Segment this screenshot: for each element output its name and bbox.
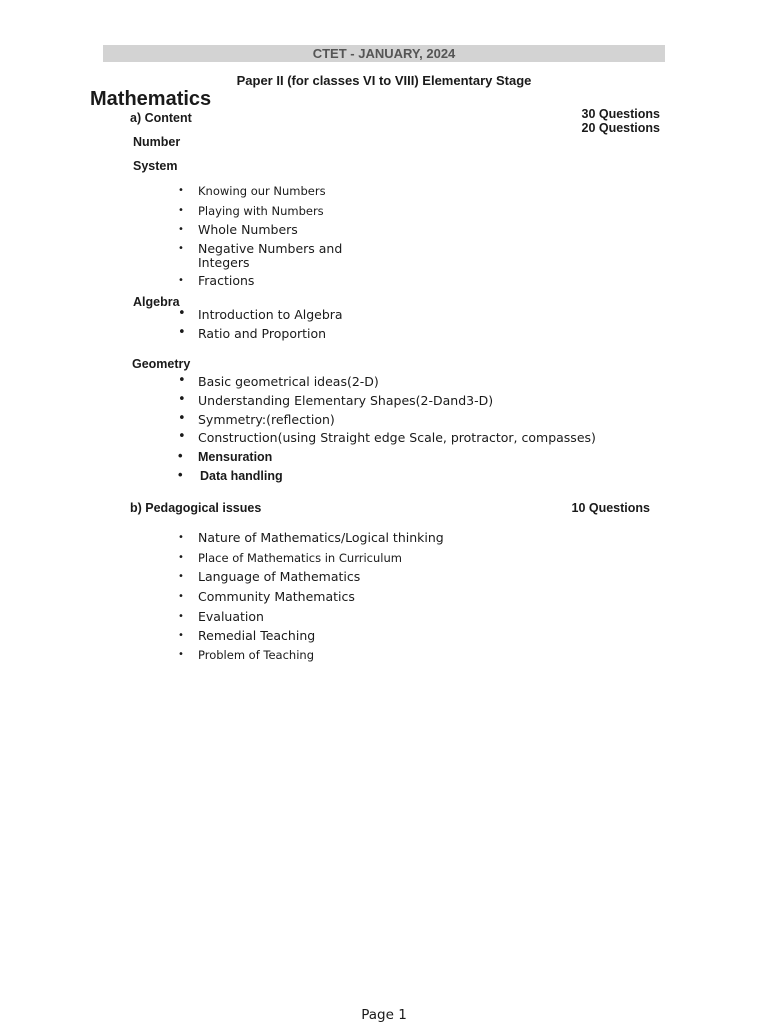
mensuration-item: • Mensuration — [178, 448, 273, 464]
geometry-label: Geometry — [132, 357, 191, 371]
section-a-label: a) Content — [130, 111, 192, 125]
bullet-icon: • — [178, 611, 184, 622]
bullet-icon: • — [178, 392, 186, 407]
list-item: • Negative Numbers and — [178, 241, 343, 256]
data-handling-item: • Data handling — [178, 467, 283, 483]
list-item: • Basic geometrical ideas(2-D) — [178, 373, 379, 389]
list-item: • Introduction to Algebra — [178, 306, 343, 322]
bullet-icon: • — [178, 448, 183, 463]
bullet-icon: • — [178, 373, 186, 388]
number-label: Number — [133, 135, 181, 149]
paper-subtitle: Paper II (for classes VI to VIII) Elementary Stage — [236, 73, 532, 88]
bullet-icon: • — [178, 630, 184, 641]
list-item-continuation: Integers — [198, 255, 250, 270]
list-item: • Ratio and Proportion — [178, 325, 327, 341]
bullet-icon: • — [178, 325, 186, 340]
section-b-label: b) Pedagogical issues — [130, 501, 262, 515]
list-item: • Playing with Numbers — [178, 204, 324, 218]
bullet-icon: • — [178, 552, 184, 563]
bullet-icon: • — [178, 429, 186, 444]
list-item: • Symmetry:(reflection) — [178, 411, 335, 427]
list-item: • Nature of Mathematics/Logical thinking — [178, 530, 444, 545]
bullet-icon: • — [178, 467, 183, 482]
list-item: • Understanding Elementary Shapes(2-Dand3-D) — [178, 392, 494, 408]
list-item: • Problem of Teaching — [178, 648, 314, 662]
bullet-icon: • — [178, 411, 186, 426]
list-item: • Language of Mathematics — [178, 569, 361, 584]
header-band: CTET - JANUARY, 2024 — [103, 45, 665, 62]
bullet-icon: • — [178, 571, 184, 582]
questions-count-1: 30 Questions — [581, 107, 660, 121]
list-item: • Knowing our Numbers — [178, 184, 326, 198]
page-number: Page 1 — [361, 1007, 407, 1023]
bullet-icon: • — [178, 224, 184, 235]
bullet-icon: • — [178, 649, 184, 660]
bullet-icon: • — [178, 185, 184, 196]
section-b-questions: 10 Questions — [571, 501, 650, 515]
bullet-icon: • — [178, 532, 184, 543]
bullet-icon: • — [178, 205, 184, 216]
list-item: • Community Mathematics — [178, 589, 355, 604]
list-item: • Construction(using Straight edge Scale, protractor, compasses) — [178, 429, 596, 445]
questions-count-2: 20 Questions — [581, 121, 660, 135]
list-item: • Remedial Teaching — [178, 628, 316, 643]
list-item: • Whole Numbers — [178, 222, 298, 237]
algebra-label: Algebra — [133, 295, 180, 309]
list-item: • Evaluation — [178, 609, 264, 624]
page-title: Mathematics — [90, 88, 212, 110]
system-label: System — [133, 159, 178, 173]
list-item: • Place of Mathematics in Curriculum — [178, 551, 402, 565]
list-item: • Fractions — [178, 273, 255, 288]
bullet-icon: • — [178, 591, 184, 602]
bullet-icon: • — [178, 306, 186, 321]
bullet-icon: • — [178, 275, 184, 286]
bullet-icon: • — [178, 243, 184, 254]
